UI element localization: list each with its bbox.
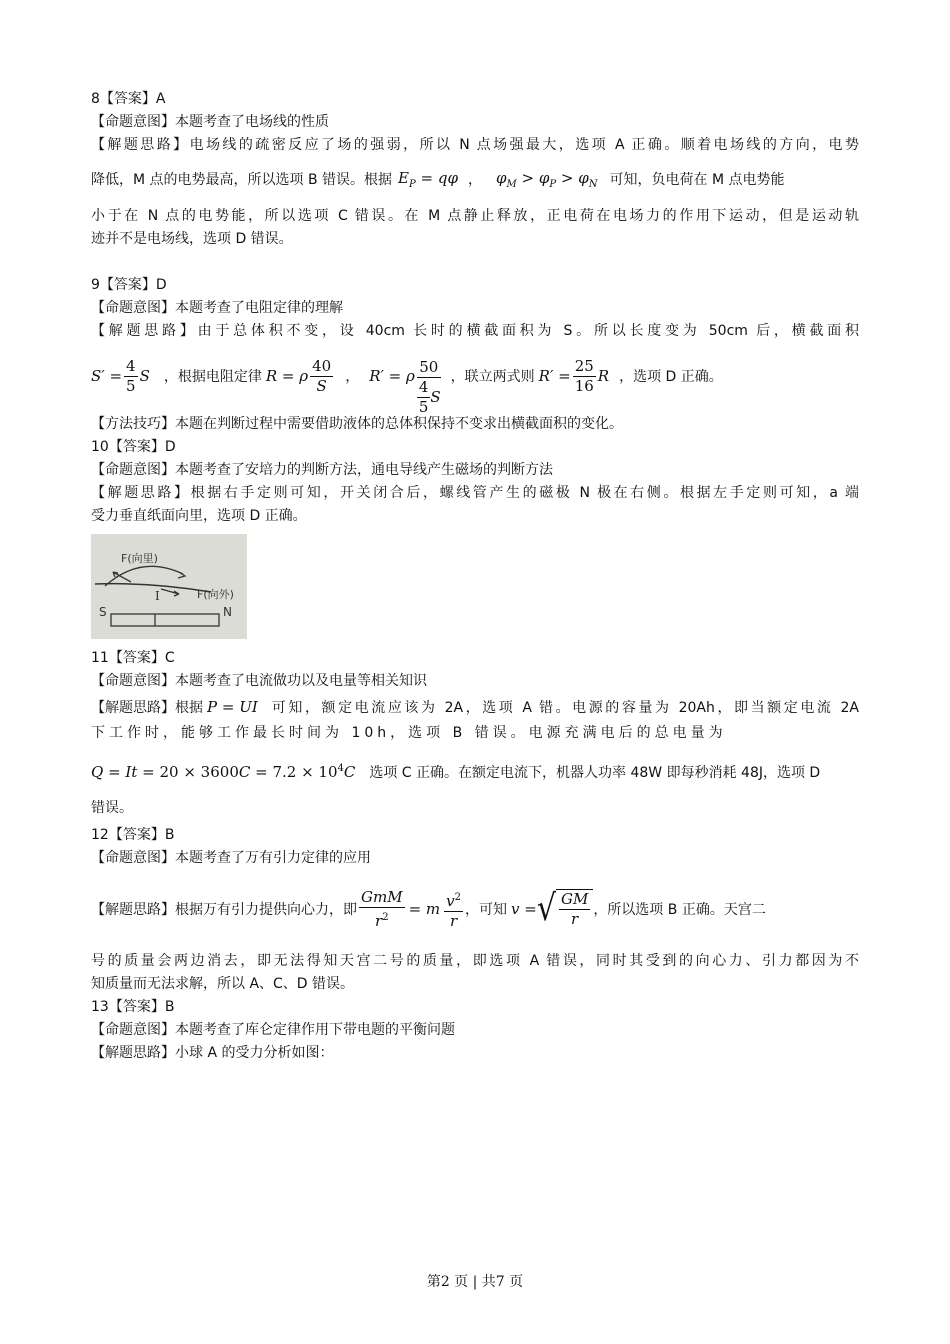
q11-line4: 错误。 (91, 800, 133, 816)
q8-line1: 【解题思路】电场线的疏密反应了场的强弱，所以 N 点场强最大，选项 A 正确。顺着电场线的方向，电势 (91, 137, 859, 153)
formula-resistance: R = ρ (265, 367, 309, 385)
q11-line1: 【解题思路】根据 P = UI 可知，额定电流应该为 2A，选项 A 错。电源的容量为 20Ah，即当额定电流 2A (91, 697, 859, 716)
page-footer: 第2 页 | 共7 页 (426, 1274, 524, 1290)
q11-line3: $Q = It = 20 \times 3600C = 7.2 \times 10^4C$ 选项 C 正确。在额定电流下，机器人功率 48W 即每秒消耗 48J，选项 D (91, 763, 821, 781)
q12-line3: 知质量而无法求解，所以 A、C、D 错误。 (91, 976, 355, 992)
sketch-label-n: N (223, 605, 232, 619)
q9-intent: 【命题意图】本题考查了电阻定律的理解 (91, 300, 343, 316)
sketch-label-i: I (155, 589, 160, 603)
formula-power: P = UI (207, 697, 258, 716)
q10-intent: 【命题意图】本题考查了安培力的判断方法，通电导线产生磁场的判断方法 (91, 462, 553, 478)
q11-intent: 【命题意图】本题考查了电流做功以及电量等相关知识 (91, 673, 427, 689)
q9-formula-line: S′ = $\frac{4}{5}$ S ，根据电阻定律 R = ρ $\frac{40}{S}$ ， R′ = ρ 50 $\frac{4}{5}$ S ，联立两式则 R′ = $\frac{25}{16}$ R ，选项 D 正确。 (91, 356, 723, 416)
formula-potential-energy: $E_P = q\varphi$ (398, 168, 458, 190)
sketch-label-f2: F(向外) (197, 588, 234, 601)
q10-line1: 【解题思路】根据右手定则可知，开关闭合后，螺线管产生的磁极 N 极在右侧。根据左手定则可知，a 端 (91, 485, 859, 501)
q8-intent: 【命题意图】本题考查了电场线的性质 (91, 114, 329, 130)
formula-charge: $Q = It = 20 \times 3600C = 7.2 \times 10^4C$ (91, 763, 356, 781)
q10-answer: 10【答案】D (91, 439, 176, 455)
q12-line2: 号的质量会两边消去，即无法得知天宫二号的质量，即选项 A 错误，同时其受到的向心力、引力都因为不 (91, 953, 859, 969)
q8-answer: 8【答案】A (91, 91, 166, 107)
q13-intent: 【命题意图】本题考查了库仑定律作用下带电题的平衡问题 (91, 1022, 455, 1038)
formula-new-area: S′ = (91, 367, 123, 385)
handwritten-force-sketch (91, 534, 247, 639)
answer-page (91, 88, 859, 1065)
q11-line2: 下工作时，能够工作最长时间为 10h，选项 B 错误。电源充满电后的总电量为 (91, 725, 727, 741)
q13-answer: 13【答案】B (91, 999, 175, 1015)
solenoid-box (111, 614, 219, 626)
q8-line3: 小于在 N 点的电势能，所以选项 C 错误。在 M 点静止释放，正电荷在电场力的作用下运动，但是运动轨 (91, 208, 859, 224)
q12-line1: 【解题思路】根据万有引力提供向心力，即 $\frac{\text{GmM}}{r^2}$ = m $\frac{v^2}{r}$ ，可知 v = √ $\frac{GM}{r}$ ，所以选项 B 正确。天宫二 (91, 887, 766, 930)
q9-method: 【方法技巧】本题在判断过程中需要借助液体的总体积保持不变求出横截面积的变化。 (91, 416, 623, 432)
formula-velocity: v = (511, 900, 537, 918)
q9-line1: 【解题思路】由于总体积不变，设 40cm 长时的横截面积为 S。所以长度变为 50cm 后，横截面积 (91, 323, 859, 339)
formula-potential-order: $\varphi_M > \varphi_P > \varphi_N$ (495, 168, 598, 190)
q12-answer: 12【答案】B (91, 827, 175, 843)
sketch-label-f1: F(向里) (121, 552, 158, 565)
sketch-label-s: S (99, 605, 107, 619)
q8-line2: 降低，M 点的电势最高，所以选项 B 错误。根据 $E_P = q\varphi$ ， $\varphi_M > \varphi_P > \varphi_N$ 可知，负电荷在 M 点电势能 (91, 168, 785, 190)
formula-new-resistance: R′ = ρ (369, 367, 415, 385)
q11-answer: 11【答案】C (91, 650, 175, 666)
formula-gravity: $\frac{\text{GmM}}{r^2}$ (361, 887, 403, 930)
q12-intent: 【命题意图】本题考查了万有引力定律的应用 (91, 850, 371, 866)
q10-line2: 受力垂直纸面向里，选项 D 正确。 (91, 508, 307, 524)
formula-result: R′ = (538, 367, 571, 385)
q9-answer: 9【答案】D (91, 277, 167, 293)
q8-line4: 迹并不是电场线，选项 D 错误。 (91, 231, 293, 247)
q13-line1: 【解题思路】小球 A 的受力分析如图： (91, 1045, 334, 1061)
